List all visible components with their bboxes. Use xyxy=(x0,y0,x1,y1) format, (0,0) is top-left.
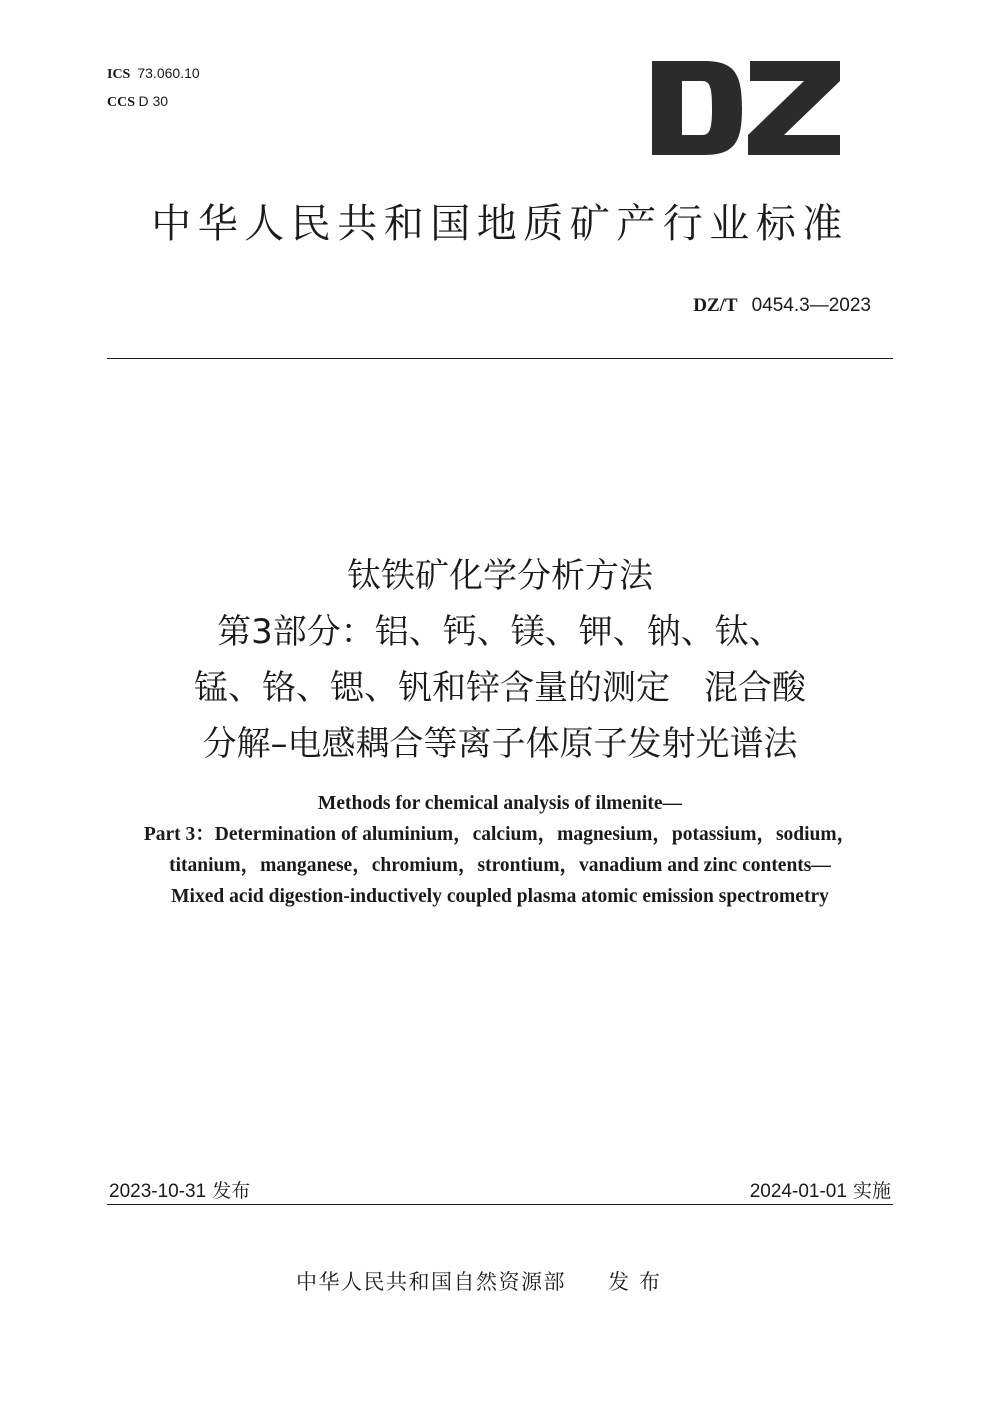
publisher-organization: 中华人民共和国自然资源部 xyxy=(296,1270,566,1294)
title-cn-line: 钛铁矿化学分析方法 xyxy=(347,556,653,596)
top-divider xyxy=(107,358,893,359)
publisher xyxy=(296,1267,670,1297)
title-en-line: Methods for chemical analysis of ilmenite— xyxy=(317,793,683,814)
issue-date-value: 2023-10-31 xyxy=(109,1181,207,1202)
issue-label: 发布 xyxy=(212,1180,251,1202)
title-chinese xyxy=(60,548,940,772)
title-cn-line: 第3部分：铝、钙、镁、钾、钠、钛、 xyxy=(217,612,783,652)
title-cn-line: 分解–电感耦合等离子体原子发射光谱法 xyxy=(202,724,798,764)
standard-number xyxy=(693,292,871,319)
bottom-divider xyxy=(107,1204,893,1205)
industry-standard-heading: 中华人民共和国地质矿产行业标准 xyxy=(151,201,849,247)
classification-codes xyxy=(107,60,200,116)
issue-date xyxy=(109,1178,250,1205)
title-en-line: Mixed acid digestion-inductively coupled plasma atomic emission spectrometry xyxy=(171,886,829,907)
implement-date-value: 2024-01-01 xyxy=(749,1181,847,1202)
title-cn-line: 锰、铬、锶、钒和锌含量的测定 混合酸 xyxy=(194,668,806,708)
implement-date xyxy=(750,1178,891,1205)
logo-letter-d xyxy=(652,61,742,155)
standard-code: 0454.3—2023 xyxy=(751,295,871,316)
logo-letter-z xyxy=(748,61,840,155)
ccs-value: D 30 xyxy=(138,93,169,109)
ics-value: 73.060.10 xyxy=(137,65,200,81)
title-english xyxy=(60,788,940,912)
title-en-line: titanium，manganese，chromium，strontium，vanadium and zinc contents— xyxy=(169,855,831,876)
ccs-code xyxy=(107,88,200,116)
ics-code xyxy=(107,60,200,88)
implement-label: 实施 xyxy=(852,1180,891,1202)
dz-logo xyxy=(652,61,840,155)
standard-prefix: DZ/T xyxy=(693,295,738,316)
title-en-line: Part 3：Determination of aluminium，calcium，magnesium，potassium，sodium， xyxy=(143,824,857,845)
ccs-label: CCS xyxy=(107,95,136,110)
ics-label: ICS xyxy=(107,67,131,82)
publisher-action: 发布 xyxy=(608,1270,670,1294)
